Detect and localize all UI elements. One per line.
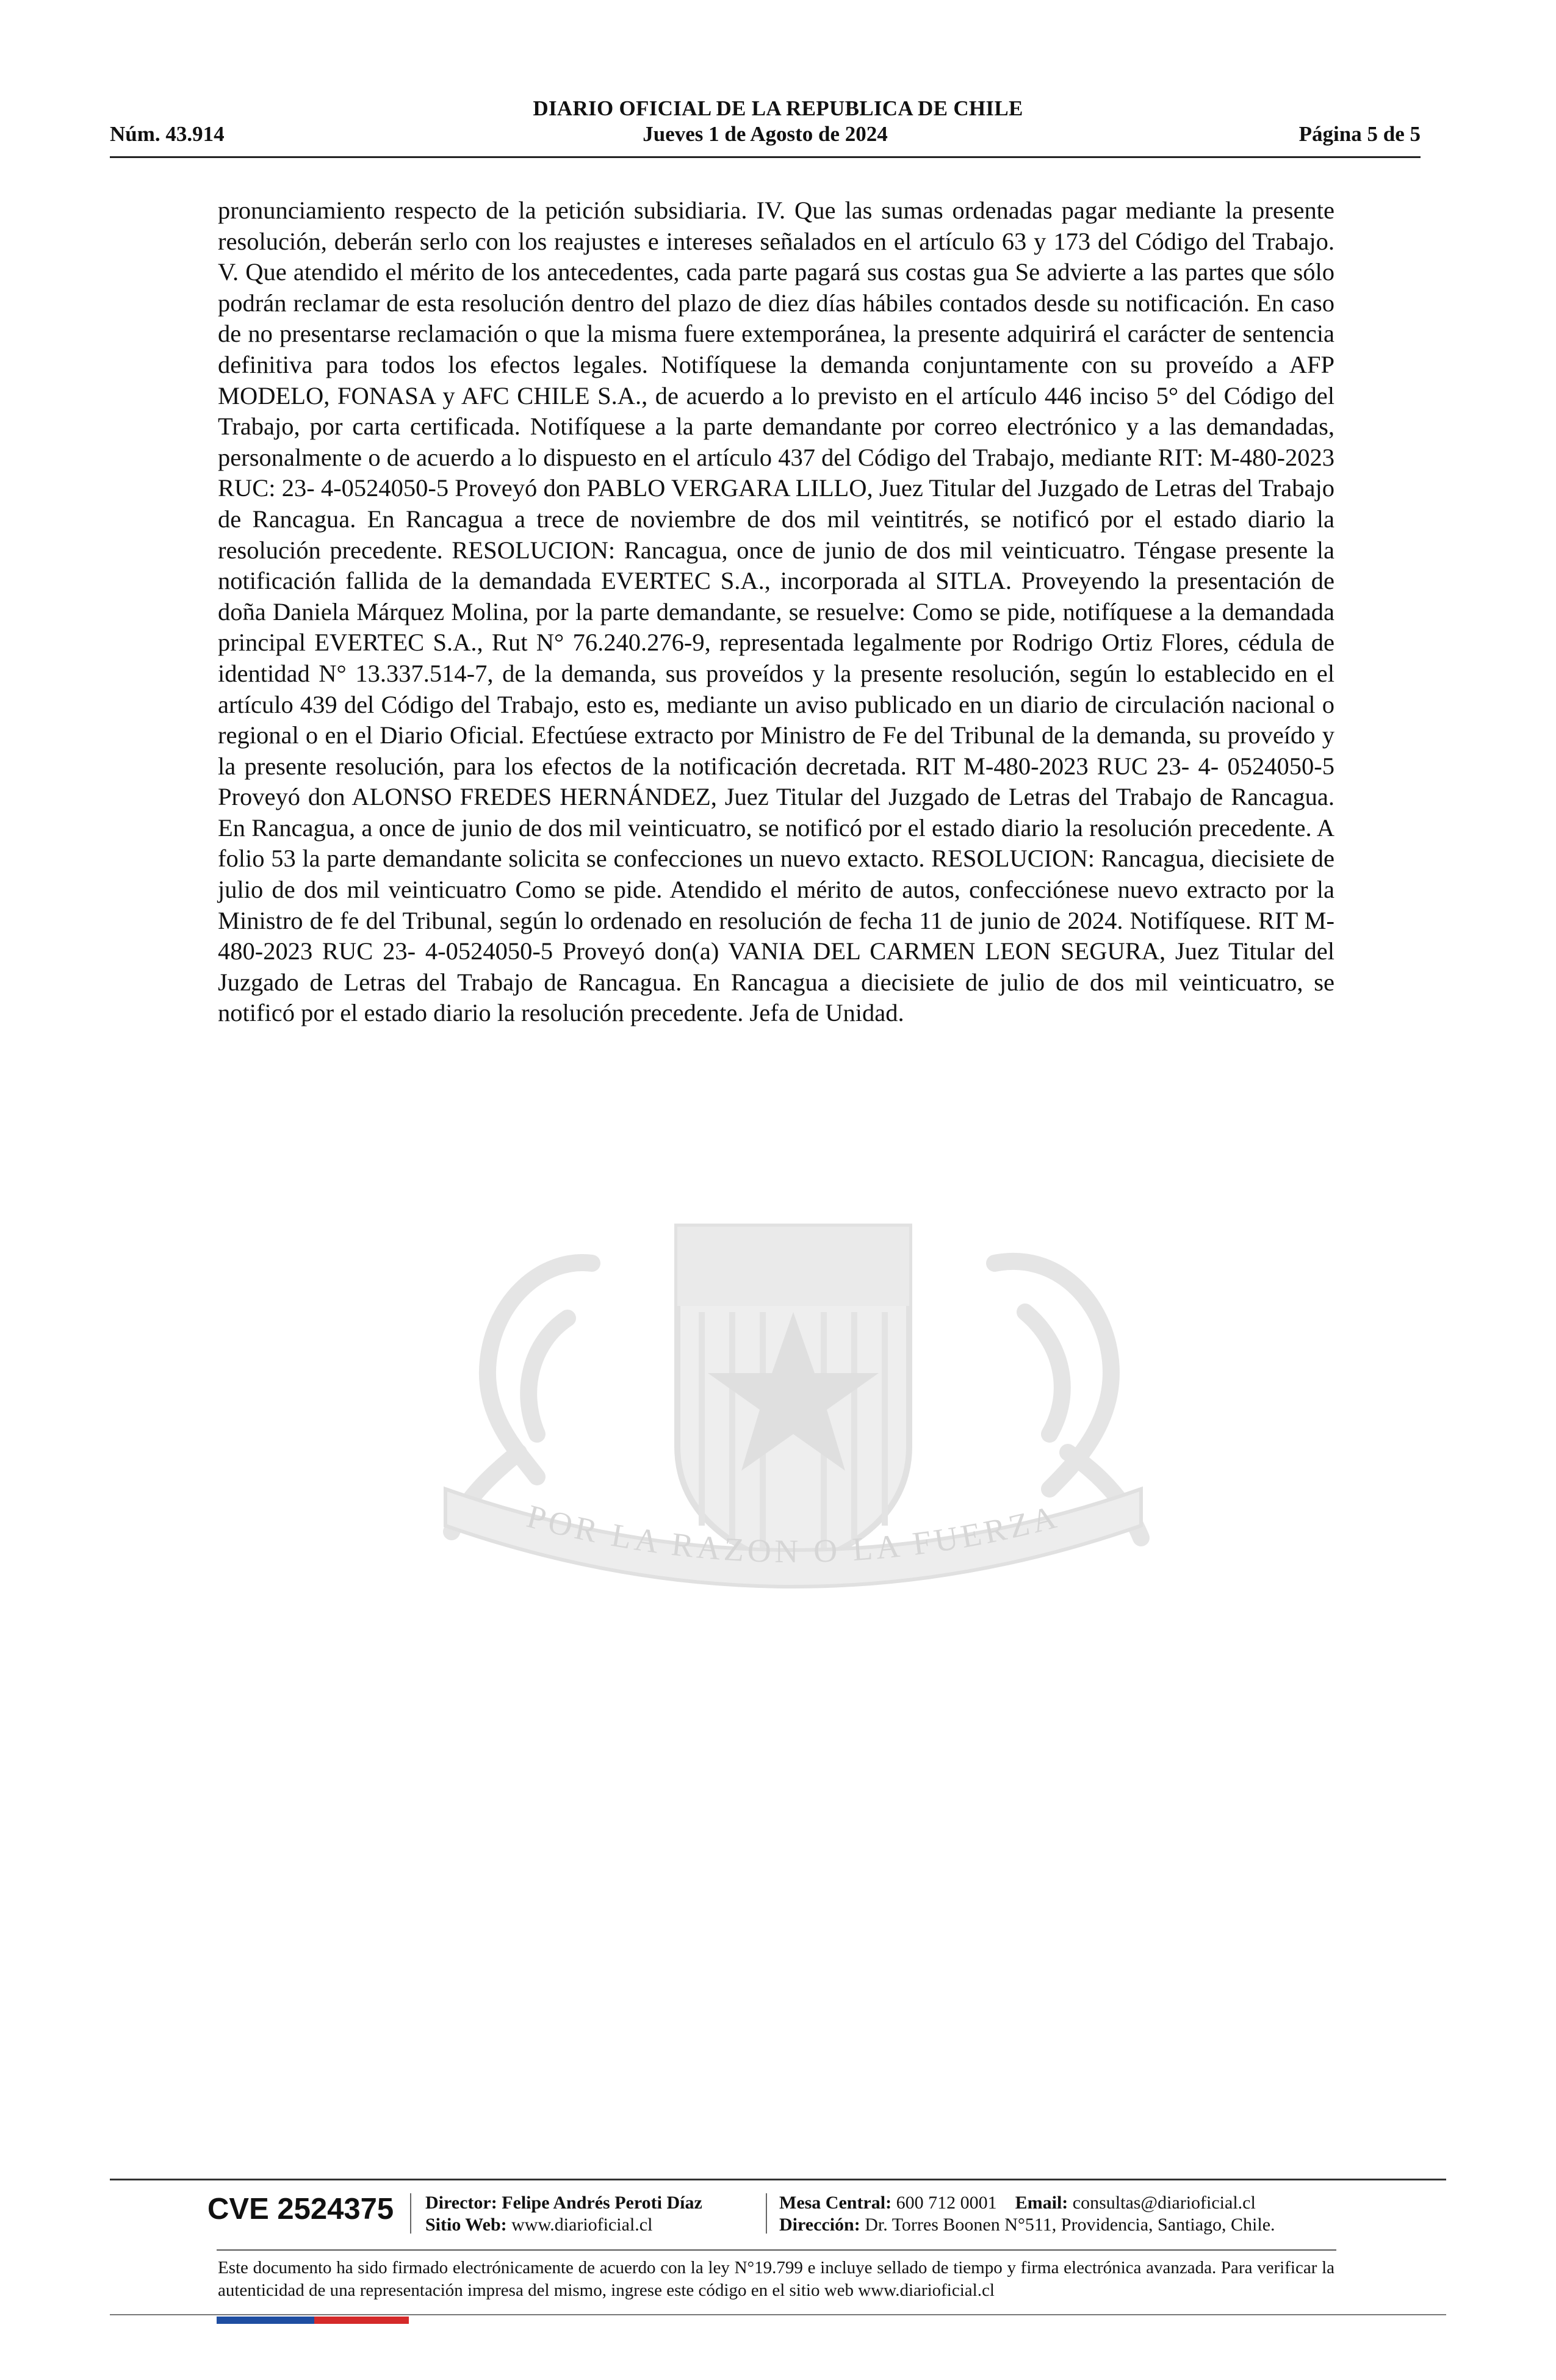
flag-color-strip: [217, 2317, 409, 2324]
address-value: Dr. Torres Boonen N°511, Providencia, Santiago, Chile.: [865, 2215, 1275, 2235]
director-label: Director:: [425, 2193, 497, 2213]
issue-number: Núm. 43.914: [110, 122, 225, 146]
address-label: Dirección:: [779, 2215, 860, 2235]
motto-text: POR LA RAZON O LA FUERZA: [523, 1498, 1064, 1570]
email-link[interactable]: consultas@diarioficial.cl: [1072, 2193, 1256, 2213]
document-body: [218, 195, 1334, 1029]
footer-divider-bottom: [110, 2314, 1446, 2315]
flag-red-segment: [314, 2317, 409, 2324]
issue-date: Jueves 1 de Agosto de 2024: [643, 122, 888, 146]
body-paragraph: pronunciamiento respecto de la petición subsidiaria. IV. Que las sumas ordenadas pagar mediante la presente resolución, deberán serlo con los reajustes e intereses señalados en el artículo 63 y 173 del Código del Trabajo. V. Que atendido el mérito de los antecedentes, cada parte pagará sus costas gua Se advierte a las partes que sólo podrán reclamar de esta resolución dentro del plazo de diez días hábiles contados desde su notificación. En caso de no presentarse reclamación o que la misma fuere extemporánea, la presente adquirirá el carácter de sentencia definitiva para todos los efectos legales. Notifíquese la demanda conjuntamente con su proveído a AFP MODELO, FONASA y AFC CHILE S.A., de acuerdo a lo previsto en el artículo 446 inciso 5° del Código del Trabajo, por carta certificada. Notifíquese a la parte demandante por correo electrónico y a las demandadas, personalmente o de acuerdo a lo dispuesto en el artículo 437 del Código del Trabajo, mediante RIT: M-480-2023 RUC: 23- 4-0524050-5 Proveyó don PABLO VERGARA LILLO, Juez Titular del Juzgado de Letras del Trabajo de Rancagua. En Rancagua a trece de noviembre de dos mil veintitrés, se notificó por el estado diario la resolución precedente. RESOLUCION: Rancagua, once de junio de dos mil veinticuatro. Téngase presente la notificación fallida de la demandada EVERTEC S.A., incorporada al SITLA. Proveyendo la presentación de doña Daniela Márquez Molina, por la parte demandante, se resuelve: Como se pide, notifíquese a la demandada principal EVERTEC S.A., Rut N° 76.240.276-9, representada legalmente por Rodrigo Ortiz Flores, cédula de identidad N° 13.337.514-7, de la demanda, sus proveídos y la presente resolución, según lo establecido en el artículo 439 del Código del Trabajo, esto es, mediante un aviso publicado en un diario de circulación nacional o regional o en el Diario Oficial. Efectúese extracto por Ministro de Fe del Tribunal de la demanda, su proveído y la presente resolución, para los efectos de la notificación decretada. RIT M-480-2023 RUC 23- 4- 0524050-5 Proveyó don ALONSO FREDES HERNÁNDEZ, Juez Titular del Juzgado de Letras del Trabajo de Rancagua. En Rancagua, a once de junio de dos mil veinticuatro, se notificó por el estado diario la resolución precedente. A folio 53 la parte demandante solicita se confecciones un nuevo extacto. RESOLUCION: Rancagua, diecisiete de julio de dos mil veinticuatro Como se pide. Atendido el mérito de autos, confecciónese nuevo extracto por la Ministro de fe del Tribunal, según lo ordenado en resolución de fecha 11 de junio de 2024. Notifíquese. RIT M-480-2023 RUC 23- 4-0524050-5 Proveyó don(a) VANIA DEL CARMEN LEON SEGURA, Juez Titular del Juzgado de Letras del Trabajo de Rancagua. En Rancagua a diecisiete de julio de dos mil veinticuatro, se notificó por el estado diario la resolución precedente. Jefa de Unidad.: [218, 197, 1334, 1027]
signature-note: Este documento ha sido firmado electrónicamente de acuerdo con la ley N°19.799 e incluye sellado de tiempo y firma electrónica avanzada. Para verificar la autenticidad de una representación impresa del mismo, ingrese este código en el sitio web www.diarioficial.cl: [218, 2258, 1334, 2300]
cve-code: CVE 2524375: [207, 2193, 394, 2226]
flag-blue-segment: [217, 2317, 314, 2324]
email-label: Email:: [1015, 2193, 1068, 2213]
footer-director-block: [425, 2192, 702, 2236]
site-label: Sitio Web:: [425, 2215, 507, 2235]
mesa-label: Mesa Central:: [779, 2193, 892, 2213]
page-number: Página 5 de 5: [1298, 122, 1421, 146]
footer-divider-mid: [217, 2249, 1336, 2251]
header-divider: [110, 156, 1421, 158]
director-name: Felipe Andrés Peroti Díaz: [502, 2193, 702, 2213]
coat-of-arms-watermark: [336, 1159, 1251, 1678]
footer-divider-top: [110, 2179, 1446, 2180]
footer-contact-block: [779, 2192, 1275, 2236]
footer-separator: [410, 2193, 411, 2234]
site-link[interactable]: www.diarioficial.cl: [511, 2215, 653, 2235]
footer-separator: [766, 2193, 767, 2234]
mesa-phone: 600 712 0001: [896, 2193, 997, 2213]
gazette-title: DIARIO OFICIAL DE LA REPUBLICA DE CHILE: [533, 96, 1023, 120]
